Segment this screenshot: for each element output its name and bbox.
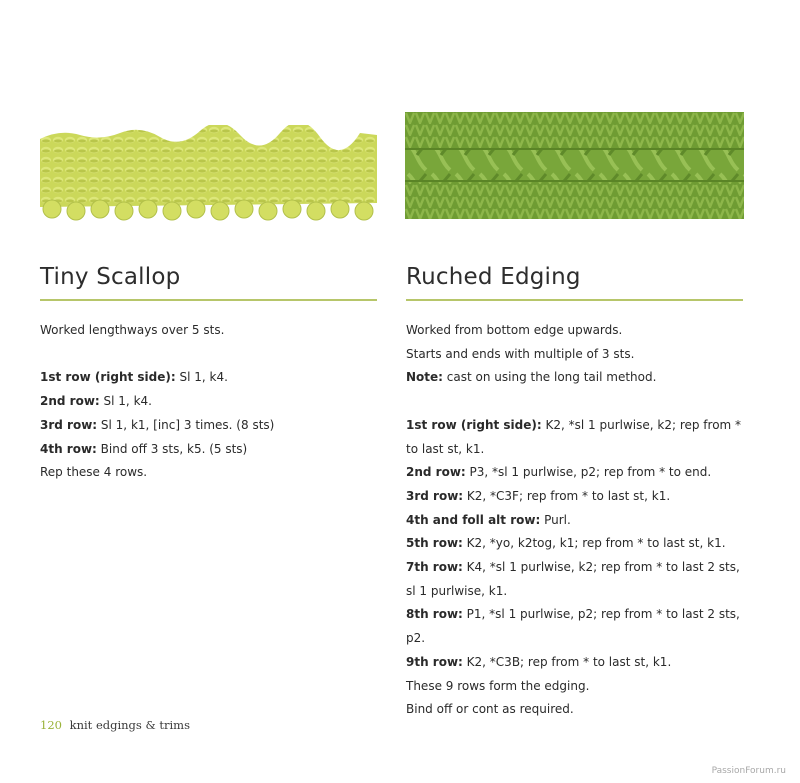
ruched-edging-title: Ruched Edging (406, 264, 581, 290)
ruched-edging-swatch-image (405, 112, 744, 219)
ruched-edging-section (406, 258, 746, 722)
tiny-scallop-instructions (40, 319, 380, 485)
pattern-row: 3rd row: Sl 1, k1, [inc] 3 times. (8 sts) (40, 417, 275, 432)
pattern-row: 5th row: K2, *yo, k2tog, k1; rep from * to last st, k1. (406, 536, 726, 551)
watermark: PassionForum.ru (711, 766, 786, 776)
pattern-row: 1st row (right side): K2, *sl 1 purlwise, k2; rep from * to last st, k1. (406, 417, 742, 456)
pattern-row: 3rd row: K2, *C3F; rep from * to last st, k1. (406, 488, 671, 503)
pattern-row: Bind off or cont as required. (406, 702, 574, 717)
intro-line: Worked lengthways over 5 sts. (40, 323, 225, 337)
intro-line: Worked from bottom edge upwards. (406, 323, 623, 337)
pattern-row: 2nd row: P3, *sl 1 purlwise, p2; rep from * to end. (406, 465, 712, 480)
pattern-row: 1st row (right side): Sl 1, k4. (40, 370, 228, 385)
tiny-scallop-swatch-image (40, 125, 377, 230)
pattern-row: 8th row: P1, *sl 1 purlwise, p2; rep from * to last 2 sts, p2. (406, 607, 740, 646)
pattern-row: These 9 rows form the edging. (406, 678, 590, 693)
note-line: Note: cast on using the long tail method. (406, 370, 657, 385)
tiny-scallop-section (40, 258, 380, 485)
pattern-row: 7th row: K4, *sl 1 purlwise, k2; rep from * to last 2 sts, sl 1 purlwise, k1. (406, 560, 740, 598)
title-underline (406, 299, 743, 301)
page-number: 120 (40, 718, 62, 732)
pattern-row: 2nd row: Sl 1, k4. (40, 394, 152, 409)
pattern-row: Rep these 4 rows. (40, 465, 148, 480)
intro-line: Starts and ends with multiple of 3 sts. (406, 346, 635, 361)
page-footer (40, 718, 190, 732)
tiny-scallop-title: Tiny Scallop (40, 264, 181, 290)
ruched-edging-instructions (406, 319, 746, 722)
pattern-row: 4th row: Bind off 3 sts, k5. (5 sts) (40, 441, 248, 456)
pattern-row: 9th row: K2, *C3B; rep from * to last st, k1. (406, 654, 672, 669)
section-title: knit edgings & trims (69, 718, 190, 732)
title-underline (40, 299, 377, 301)
pattern-row: 4th and foll alt row: Purl. (406, 512, 571, 527)
